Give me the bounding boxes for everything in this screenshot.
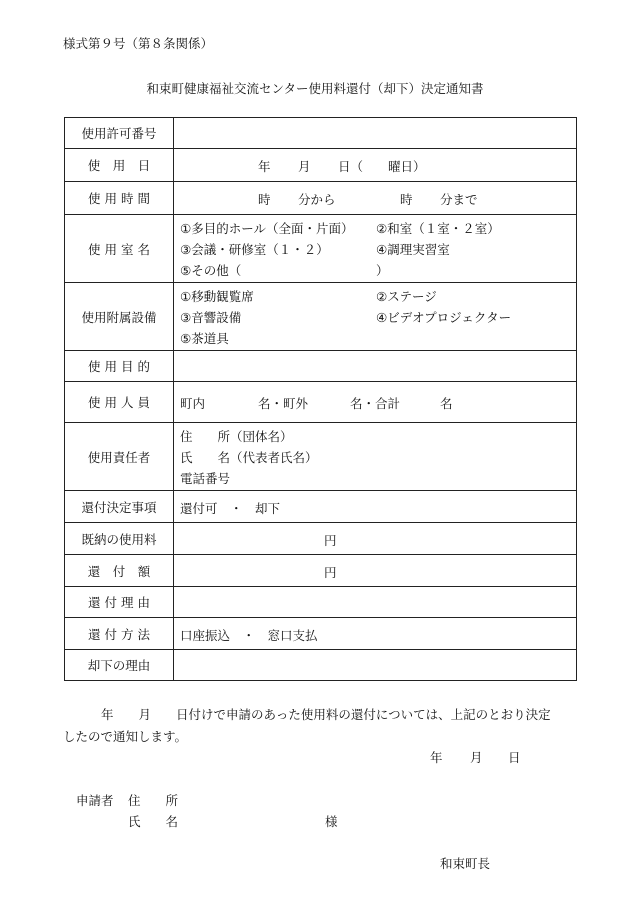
- value-responsible[interactable]: 住 所（団体名） 氏 名（代表者氏名） 電話番号: [174, 423, 577, 491]
- label-method: 還 付 方 法: [65, 618, 174, 650]
- value-use-date[interactable]: 年 月 日（ 曜日）: [174, 149, 577, 182]
- label-refund: 還 付 額: [65, 555, 174, 587]
- room-option-3[interactable]: ③会議・研修室（１・２）: [180, 242, 329, 257]
- value-people[interactable]: 町内 名・町外 名・合計 名: [174, 382, 577, 423]
- label-people: 使 用 人 員: [65, 382, 174, 423]
- value-permit-no[interactable]: [174, 118, 577, 149]
- equipment-option-4[interactable]: ④ビデオプロジェクター: [376, 310, 512, 325]
- label-purpose: 使 用 目 的: [65, 351, 174, 382]
- value-refund[interactable]: 円: [174, 555, 577, 587]
- equipment-option-2[interactable]: ②ステージ: [376, 289, 437, 304]
- room-option-4[interactable]: ④調理実習室: [376, 242, 450, 257]
- value-reject-reason[interactable]: [174, 650, 577, 681]
- label-responsible: 使用責任者: [65, 423, 174, 491]
- date-month: 月: [470, 750, 483, 765]
- label-permit-no: 使用許可番号: [65, 118, 174, 149]
- equipment-option-3[interactable]: ③音響設備: [180, 310, 242, 325]
- value-use-time[interactable]: 時 分から 時 分まで: [174, 182, 577, 215]
- equipment-option-1[interactable]: ①移動観覧席: [180, 289, 254, 304]
- row-method: [65, 618, 577, 650]
- row-permit-no: [65, 118, 577, 149]
- row-decision: [65, 491, 577, 523]
- value-reason[interactable]: [174, 587, 577, 618]
- value-room[interactable]: ①多目的ホール（全面・片面） ②和室（１室・２室） ③会議・研修室（１・２） ④調理実習室 ⑤その他（ ）: [174, 215, 577, 283]
- row-equipment: [65, 283, 577, 351]
- document-title: 和束町健康福祉交流センター使用料還付（却下）決定通知書: [146, 81, 484, 96]
- form-table: [64, 117, 577, 681]
- label-use-date: 使 用 日: [65, 149, 174, 182]
- label-room: 使 用 室 名: [65, 215, 174, 283]
- room-option-5[interactable]: ⑤その他（: [180, 263, 242, 278]
- applicant-label: 申請者: [76, 793, 114, 808]
- label-equipment: 使用附属設備: [65, 283, 174, 351]
- form-number: 様式第９号（第８条関係）: [63, 36, 214, 51]
- applicant-address-label: 住 所: [128, 793, 179, 808]
- honorific-sama: 様: [325, 814, 338, 829]
- value-paid[interactable]: 円: [174, 523, 577, 555]
- row-reason: [65, 587, 577, 618]
- value-decision[interactable]: 還付可 ・ 却下: [174, 491, 577, 523]
- label-decision: 還付決定事項: [65, 491, 174, 523]
- applicant-name-label: 氏 名: [128, 814, 179, 829]
- room-option-1[interactable]: ①多目的ホール（全面・片面）: [180, 221, 354, 236]
- equipment-option-5[interactable]: ⑤茶道具: [180, 331, 229, 346]
- room-option-2[interactable]: ②和室（１室・２室）: [376, 221, 500, 236]
- notice-paragraph: 年 月 日付けで申請のあった使用料の還付については、上記のとおり決定 したので通知します。: [63, 707, 551, 744]
- row-room: [65, 215, 577, 283]
- row-reject-reason: [65, 650, 577, 681]
- date-year: 年: [430, 750, 443, 765]
- row-purpose: [65, 351, 577, 382]
- label-use-time: 使 用 時 間: [65, 182, 174, 215]
- value-equipment[interactable]: [174, 283, 577, 351]
- label-paid: 既納の使用料: [65, 523, 174, 555]
- label-reject-reason: 却下の理由: [65, 650, 174, 681]
- row-responsible: [65, 423, 577, 491]
- label-reason: 還 付 理 由: [65, 587, 174, 618]
- row-people: [65, 382, 577, 423]
- row-refund: [65, 555, 577, 587]
- row-use-date: [65, 149, 577, 182]
- row-use-time: [65, 182, 577, 215]
- value-purpose[interactable]: [174, 351, 577, 382]
- issuer-name: 和束町長: [440, 856, 491, 871]
- value-method[interactable]: 口座振込 ・ 窓口支払: [174, 618, 577, 650]
- row-paid: [65, 523, 577, 555]
- date-day: 日: [508, 750, 521, 765]
